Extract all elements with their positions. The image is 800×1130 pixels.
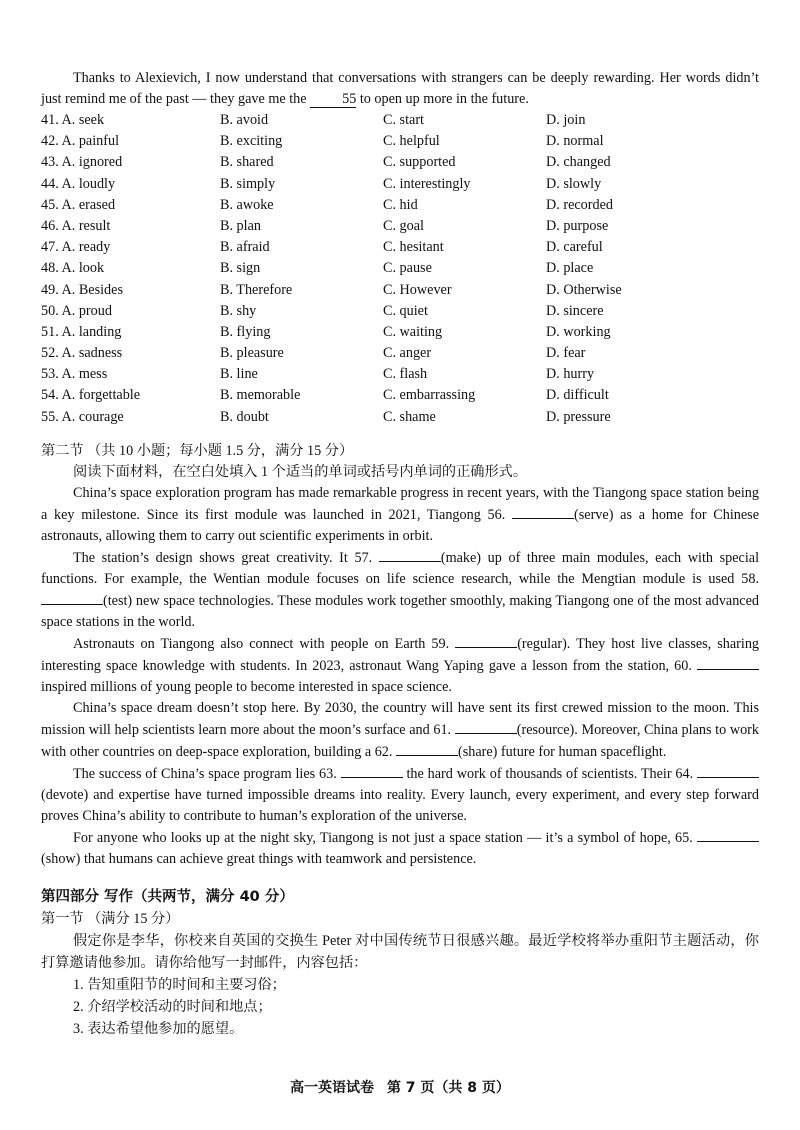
- option-row: [41, 343, 759, 364]
- option-choice: B. pleasure: [220, 345, 284, 362]
- passage-text: (show) that humans can achieve great things with teamwork and persistence.: [41, 850, 477, 867]
- option-choice: C. shame: [383, 408, 436, 425]
- option-choice: D. changed: [546, 154, 611, 171]
- passage-text: The success of China’s space program lies 63.: [73, 765, 337, 782]
- page-footer: [0, 1077, 800, 1097]
- option-choice: B. sign: [220, 260, 261, 277]
- blank-55: 55: [310, 92, 356, 108]
- option-row: [41, 110, 759, 131]
- answer-blank-62[interactable]: [396, 741, 458, 756]
- option-choice: C. interestingly: [383, 175, 471, 192]
- passage-text: For anyone who looks up at the night sky, Tiangong is not just a space station — it’s a symbol of hope, 65.: [73, 829, 693, 846]
- option-choice: 43. A. ignored: [41, 154, 123, 171]
- option-choice: 46. A. result: [41, 217, 111, 234]
- passage-text: inspired millions of young people to become interested in space science.: [41, 678, 452, 695]
- option-choice: B. flying: [220, 323, 271, 340]
- reading-passage-ending: [41, 68, 759, 110]
- option-row: [41, 131, 759, 152]
- option-choice: 47. A. ready: [41, 239, 111, 256]
- passage-text: to open up more in the future.: [359, 91, 529, 107]
- option-choice: C. hesitant: [383, 239, 444, 256]
- passage-text: (regular). They host live classes, sharing interesting space knowledge with students. In 2023, astronaut Wang Yaping gave a lesson from the station, 60.: [41, 635, 760, 674]
- option-choice: B. Therefore: [220, 281, 293, 298]
- option-choice: C. pause: [383, 260, 432, 277]
- option-row: [41, 407, 759, 428]
- answer-blank-64[interactable]: [697, 763, 759, 778]
- passage-text: (serve) as a home for Chinese astronauts, allowing them to carry out scientific experiments in orbit.: [41, 506, 759, 544]
- writing-point-1: 1. 告知重阳节的时间和主要习俗；: [73, 976, 286, 993]
- passage-text: (share) future for human spaceflight.: [458, 743, 667, 760]
- option-choice: C. helpful: [383, 133, 440, 150]
- option-choice: C. goal: [383, 217, 424, 234]
- writing-point-2: 2. 介绍学校活动的时间和地点；: [73, 998, 272, 1015]
- answer-blank-58[interactable]: [41, 590, 103, 605]
- option-choice: 54. A. forgettable: [41, 387, 141, 404]
- passage-text: (resource). Moreover, China plans to work with other countries on deep-space exploration, building a 62.: [41, 721, 759, 760]
- option-choice: B. shy: [220, 302, 257, 319]
- passage-text: The station’s design shows great creativity. It 57.: [73, 549, 373, 566]
- writing-prompt: 假定你是李华，你校来自英国的交换生 Peter 对中国传统节日很感兴趣。最近学校将举办重阳节主题活动，你打算邀请他参加。请你给他写一封邮件，内容包括：: [41, 932, 759, 971]
- answer-blank-61[interactable]: [455, 719, 517, 734]
- option-choice: C. anger: [383, 345, 432, 362]
- option-choice: 42. A. painful: [41, 133, 120, 150]
- option-choice: D. sincere: [546, 302, 604, 319]
- option-choice: C. waiting: [383, 323, 443, 340]
- answer-blank-59[interactable]: [455, 633, 517, 648]
- option-choice: D. recorded: [546, 196, 613, 213]
- grammar-paragraph-1: [41, 483, 759, 547]
- option-choice: D. normal: [546, 133, 604, 150]
- section-2-instruction: 阅读下面材料，在空白处填入 1 个适当的单词或括号内单词的正确形式。: [73, 463, 528, 480]
- option-choice: B. memorable: [220, 387, 301, 404]
- option-row: [41, 237, 759, 258]
- writing-section-1-heading: 第一节 （满分 15 分）: [41, 910, 180, 927]
- option-choice: C. supported: [383, 154, 456, 171]
- option-choice: D. slowly: [546, 175, 602, 192]
- passage-text: (devote) and expertise have turned impossible dreams into reality. Every launch, every experiment, and every step forward proves China’s ability to contribute to human’s exploration of the universe.: [41, 786, 759, 824]
- option-choice: D. careful: [546, 239, 603, 256]
- option-choice: 41. A. seek: [41, 112, 105, 128]
- option-row: [41, 216, 759, 237]
- passage-text: China’s space dream doesn’t stop here. By 2030, the country will have sent its first crewed mission to the moon. This mission will help scientists learn more about the moon’s surface and 61.: [41, 699, 759, 738]
- option-choice: D. hurry: [546, 366, 595, 383]
- option-row: [41, 258, 759, 279]
- option-choice: C. embarrassing: [383, 387, 476, 404]
- passage-text: Astronauts on Tiangong also connect with people on Earth 59.: [73, 635, 450, 652]
- answer-blank-63[interactable]: [341, 763, 403, 778]
- answer-blank-65[interactable]: [697, 827, 759, 842]
- option-choice: 49. A. Besides: [41, 281, 123, 298]
- option-choice: 53. A. mess: [41, 366, 108, 383]
- passage-text: (test) new space technologies. These modules work together smoothly, making Tiangong one of the most advanced space stations in the world.: [41, 592, 759, 630]
- option-row: [41, 322, 759, 343]
- part-4-heading: 第四部分 写作（共两节，满分 40 分）: [41, 888, 294, 905]
- option-row: [41, 195, 759, 216]
- exam-title: 高一英语试卷: [290, 1080, 375, 1096]
- option-choice: B. simply: [220, 175, 276, 192]
- option-choice: B. afraid: [220, 239, 270, 256]
- grammar-paragraph-6: [41, 827, 759, 870]
- option-choice: D. Otherwise: [546, 281, 622, 298]
- grammar-paragraph-3: [41, 633, 759, 698]
- option-choice: B. doubt: [220, 408, 269, 425]
- grammar-paragraph-5: [41, 763, 759, 827]
- option-choice: B. plan: [220, 217, 261, 234]
- option-choice: D. fear: [546, 345, 586, 362]
- option-choice: 51. A. landing: [41, 323, 122, 340]
- option-choice: 44. A. loudly: [41, 175, 116, 192]
- option-choice: D. difficult: [546, 387, 609, 404]
- option-choice: D. working: [546, 323, 611, 340]
- option-row: [41, 152, 759, 173]
- option-choice: C. flash: [383, 366, 428, 383]
- exam-page: [41, 68, 759, 1040]
- option-choice: B. shared: [220, 154, 274, 171]
- passage-text: (make) up of three main modules, each with special functions. For example, the Wentian module focuses on life science research, while the Mengtian module is used 58.: [41, 549, 760, 587]
- option-choice: 48. A. look: [41, 260, 105, 277]
- option-row: [41, 301, 759, 322]
- grammar-paragraph-2: [41, 547, 759, 633]
- option-choice: B. line: [220, 366, 258, 383]
- option-choice: 52. A. sadness: [41, 345, 123, 362]
- answer-blank-60[interactable]: [697, 655, 759, 670]
- page-number: 第 7 页（共 8 页）: [386, 1080, 510, 1096]
- option-choice: 45. A. erased: [41, 196, 116, 213]
- option-row: [41, 174, 759, 195]
- option-row: [41, 364, 759, 385]
- option-choice: D. purpose: [546, 217, 609, 234]
- answer-blank-57[interactable]: [379, 547, 441, 562]
- passage-text: the hard work of thousands of scientists. Their 64.: [406, 765, 694, 782]
- option-choice: B. exciting: [220, 133, 283, 150]
- option-choice: C. However: [383, 281, 452, 298]
- cloze-options: [41, 110, 759, 428]
- option-choice: C. quiet: [383, 302, 428, 319]
- option-choice: B. avoid: [220, 112, 269, 128]
- option-choice: C. hid: [383, 196, 418, 213]
- answer-blank-56[interactable]: [512, 504, 574, 519]
- passage-text: China’s space exploration program has made remarkable progress in recent years, with the Tiangong space station being a key milestone. Since its first module was launched in 2021, Tiangong 56.: [41, 484, 759, 523]
- writing-point-3: 3. 表达希望他参加的愿望。: [73, 1020, 244, 1037]
- passage-text: Thanks to Alexievich, I now understand that conversations with strangers can be deeply rewarding. Her words didn’t just remind me of the past — they gave me the: [41, 70, 759, 107]
- option-choice: B. awoke: [220, 196, 274, 213]
- section-2-heading: 第二节 （共 10 小题；每小题 1.5 分，满分 15 分）: [41, 442, 354, 459]
- option-choice: D. place: [546, 260, 594, 277]
- option-choice: D. pressure: [546, 408, 611, 425]
- option-row: [41, 385, 759, 406]
- option-choice: 55. A. courage: [41, 408, 124, 425]
- option-choice: C. start: [383, 112, 424, 128]
- grammar-paragraph-4: [41, 698, 759, 763]
- option-row: [41, 280, 759, 301]
- option-choice: 50. A. proud: [41, 302, 112, 319]
- option-choice: D. join: [546, 112, 586, 128]
